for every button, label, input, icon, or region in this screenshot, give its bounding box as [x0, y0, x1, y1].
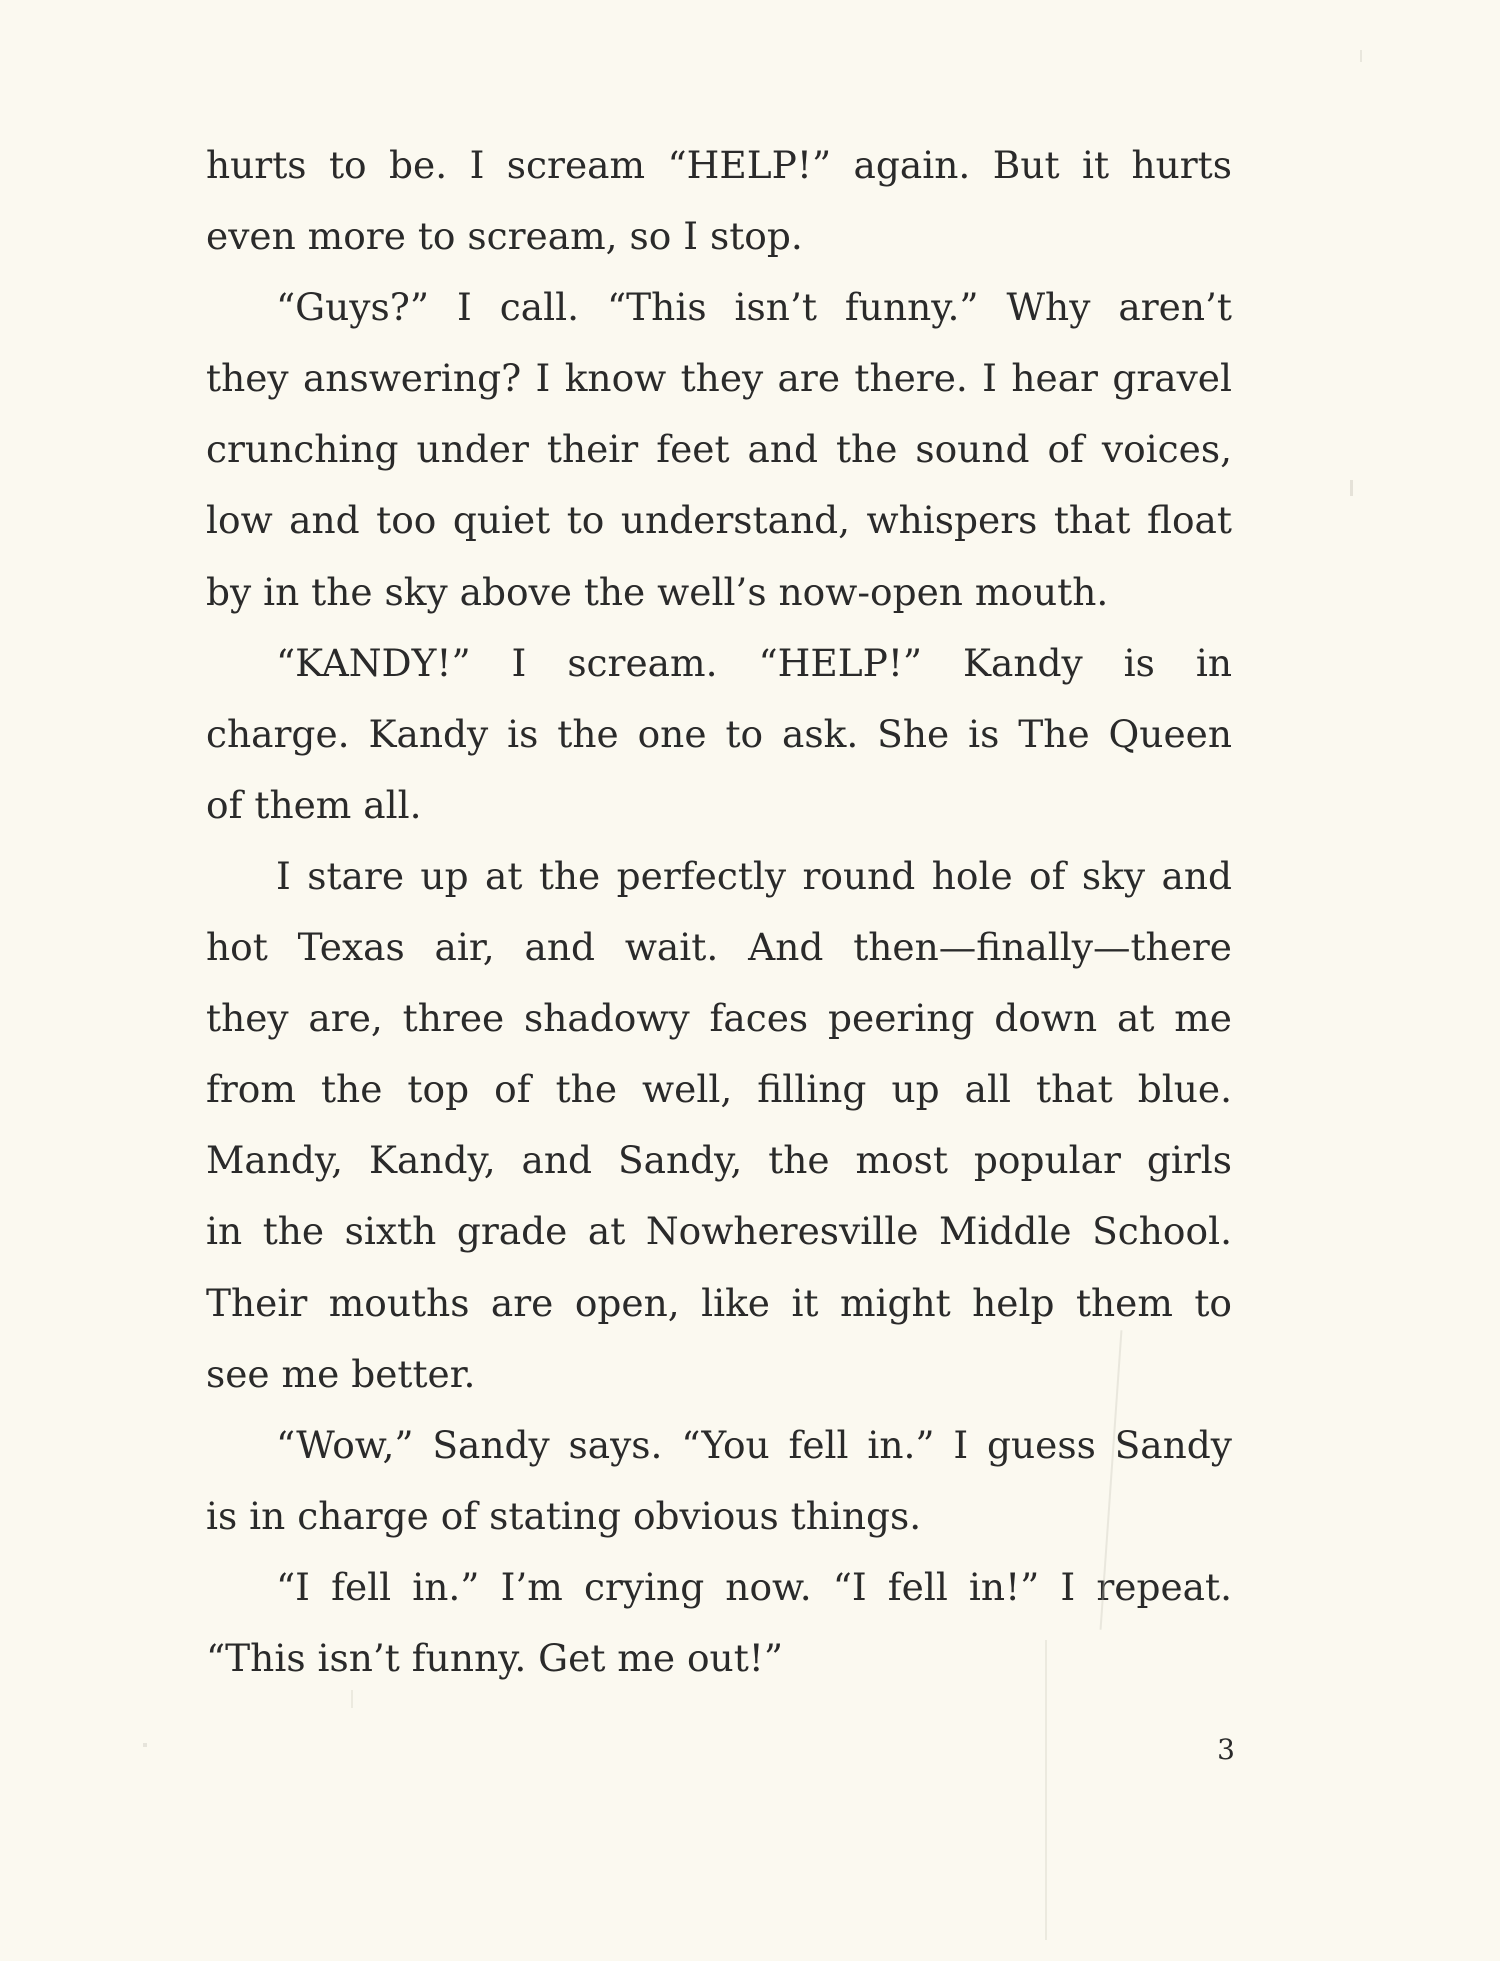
text-line: hot Texas air, and wait. And then—finally—there [206, 925, 1232, 970]
text-line: “I fell in.” I’m crying now. “I fell in!” I repeat. [276, 1564, 1232, 1609]
text-line: “Wow,” Sandy says. “You fell in.” I guess Sandy [276, 1422, 1232, 1467]
text-line: by in the sky above the well’s now-open mouth. [206, 569, 1109, 614]
text-line: is in charge of stating obvious things. [206, 1493, 922, 1538]
scan-dust-mark [351, 1690, 353, 1708]
scan-dust-mark [1350, 480, 1353, 496]
text-line: of them all. [206, 782, 422, 827]
text-line: from the top of the well, filling up all that blue. [206, 1067, 1232, 1112]
text-line: “KANDY!” I scream. “HELP!” Kandy is in [276, 640, 1232, 685]
text-line: low and too quiet to understand, whispers that float [206, 498, 1232, 543]
text-line: hurts to be. I scream “HELP!” again. But it hurts [206, 143, 1232, 187]
text-line: charge. Kandy is the one to ask. She is The Queen [206, 711, 1232, 756]
text-line: crunching under their feet and the sound of voices, [206, 427, 1232, 472]
text-line: I stare up at the perfectly round hole of sky and [276, 853, 1232, 898]
text-line: “Guys?” I call. “This isn’t funny.” Why aren’t [276, 285, 1232, 330]
text-line: they answering? I know they are there. I hear gravel [206, 356, 1232, 401]
scan-crease-mark [1045, 1640, 1047, 1940]
body-text [206, 130, 1232, 1694]
text-line: they are, three shadowy faces peering down at me [206, 996, 1232, 1041]
text-line: Their mouths are open, like it might help them to [206, 1280, 1232, 1325]
text-line: even more to scream, so I stop. [206, 214, 803, 259]
scan-dust-mark [143, 1743, 147, 1747]
text-line: “This isn’t funny. Get me out!” [206, 1635, 784, 1680]
text-line: see me better. [206, 1351, 476, 1396]
text-line: in the sixth grade at Nowheresville Middle School. [206, 1209, 1232, 1254]
text-line: Mandy, Kandy, and Sandy, the most popular girls [206, 1138, 1232, 1183]
page-number: 3 [1217, 1733, 1235, 1766]
scan-dust-mark [1360, 50, 1362, 62]
